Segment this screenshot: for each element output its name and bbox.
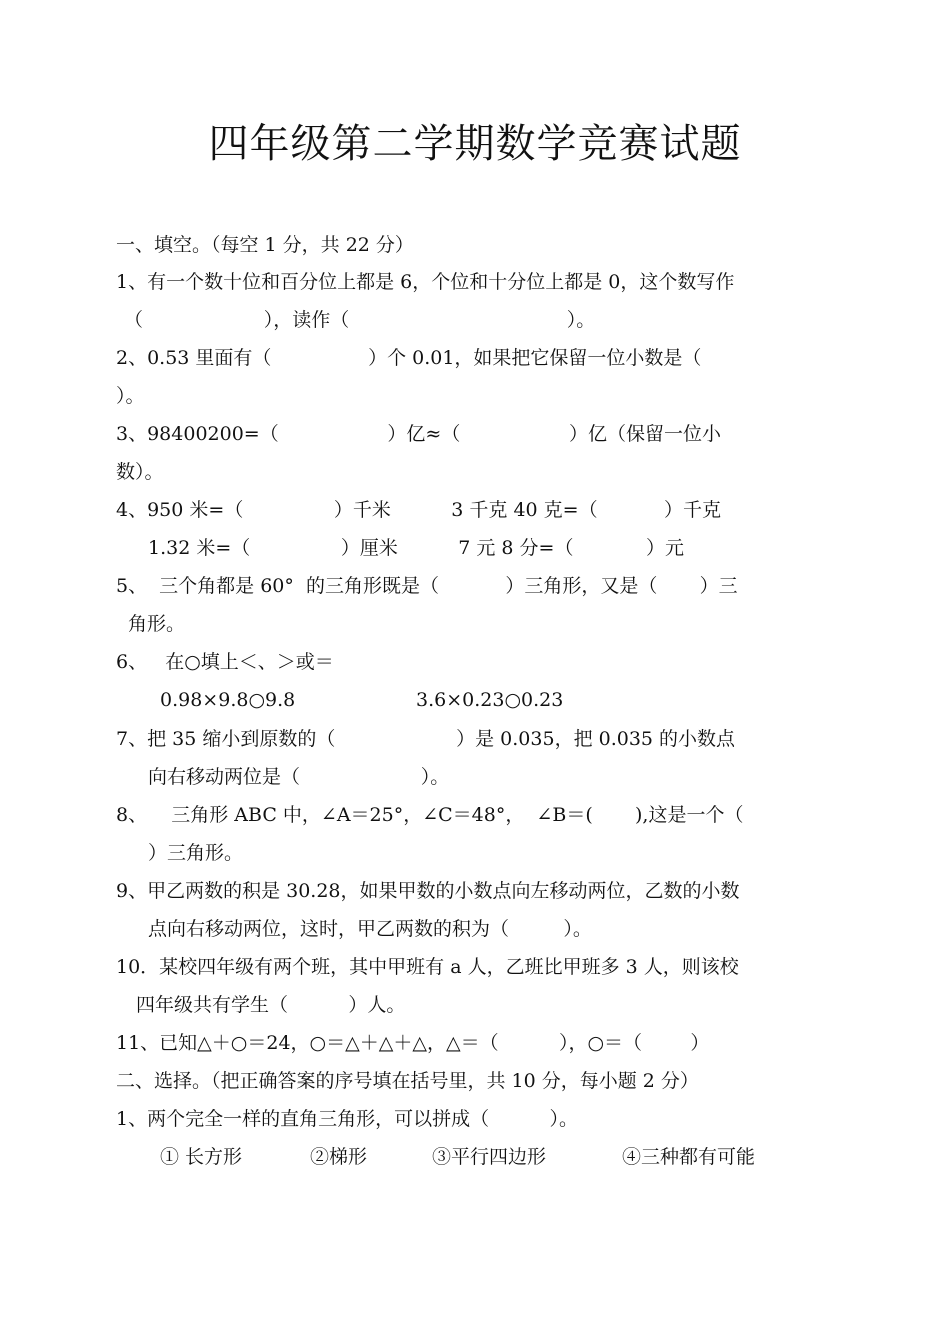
question-6-line-2: 0.98×9.8○9.8 3.6×0.23○0.23 [160,689,564,711]
question-1-line-1: 1、有一个数十位和百分位上都是 6，个位和十分位上都是 0，这个数写作 [116,271,735,293]
question-10-line-2: 四年级共有学生（ ）人。 [136,994,406,1016]
question-2-line-1: 2、0.53 里面有（ ）个 0.01，如果把它保留一位小数是（ [116,347,702,369]
question-8-line-2: ）三角形。 [148,842,244,864]
question-8-line-1: 8、 三角形 ABC 中，∠A＝25°，∠C＝48°， ∠B＝( ),这是一个（ [116,804,744,826]
section1-heading: 一、填空。（每空 1 分，共 22 分） [116,234,414,256]
question-6-line-1: 6、 在○填上＜、＞或＝ [116,651,334,673]
question-7-line-1: 7、把 35 缩小到原数的（ ）是 0.035，把 0.035 的小数点 [116,728,736,750]
question-1-line-2: （ ），读作（ ）。 [124,309,596,331]
option-a: ① 长方形 [160,1146,243,1168]
question-3-line-1: 3、98400200=（ ）亿≈（ ）亿（保留一位小 [116,423,722,445]
question-11: 11、已知△＋○＝24，○＝△＋△＋△，△＝（ ），○＝（ ） [116,1032,710,1054]
option-c: ③平行四边形 [432,1146,547,1168]
question-9-line-2: 点向右移动两位，这时，甲乙两数的积为（ ）。 [148,918,592,940]
option-b: ②梯形 [310,1146,368,1168]
question-10-line-1: 10．某校四年级有两个班，其中甲班有 a 人，乙班比甲班多 3 人，则该校 [116,956,739,978]
option-d: ④三种都有可能 [622,1146,756,1168]
question-5-line-2: 角形。 [128,613,186,635]
question-4-line-1: 4、950 米=（ ）千米 3 千克 40 克=（ ）千克 [116,499,722,521]
section2-heading: 二、选择。（把正确答案的序号填在括号里，共 10 分，每小题 2 分） [116,1070,699,1092]
question-7-line-2: 向右移动两位是（ ）。 [148,766,450,788]
question-3-line-2: 数）。 [116,461,164,483]
question-5-line-1: 5、 三个角都是 60° 的三角形既是（ ）三角形，又是（ ）三 [116,575,738,597]
question-2-line-2: ）。 [116,385,145,407]
page-title: 四年级第二学期数学竞赛试题 [208,121,742,167]
question-4-line-2: 1.32 米=（ ）厘米 7 元 8 分=（ ）元 [148,537,684,559]
choice-question-1: 1、两个完全一样的直角三角形，可以拼成（ ）。 [116,1108,578,1130]
question-9-line-1: 9、甲乙两数的积是 30.28，如果甲数的小数点向左移动两位，乙数的小数 [116,880,740,902]
